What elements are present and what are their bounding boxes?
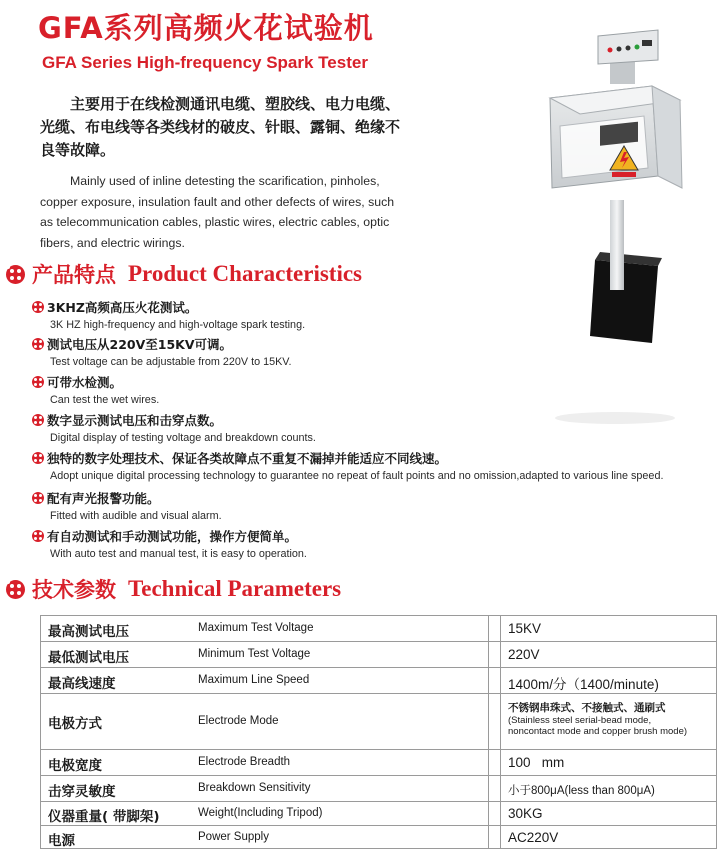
table-row bbox=[40, 801, 717, 825]
list-item bbox=[32, 372, 159, 406]
bullet-icon bbox=[32, 414, 44, 426]
table-row bbox=[40, 825, 717, 849]
feature-cn: 可带水检测。 bbox=[47, 375, 123, 390]
feature-en: 3K HZ high-frequency and high-voltage spark testing. bbox=[50, 319, 306, 331]
intro-text-cn: 主要用于在线检测通讯电缆、塑胶线、电力电缆、光缆、布电线等各类线材的破皮、针眼、露铜、绝缘不良等故障。 bbox=[40, 95, 401, 159]
feature-cn: 配有声光报警功能。 bbox=[47, 491, 160, 506]
list-item bbox=[32, 297, 305, 331]
bullet-icon bbox=[32, 376, 44, 388]
param-value-cn: 不锈钢串珠式、不接触式、通刷式 bbox=[508, 702, 666, 714]
param-name-en: Maximum Test Voltage bbox=[198, 622, 314, 634]
param-name-cn: 最高线速度 bbox=[48, 676, 116, 692]
feature-en: With auto test and manual test, it is easy to operation. bbox=[50, 548, 307, 560]
page-title-cn: GFA系列高频火花试验机 bbox=[38, 11, 374, 45]
feature-cn: 测试电压从220V至15KV可调。 bbox=[47, 337, 233, 352]
feature-en: Adopt unique digital processing technology to guarantee no repeat of fault points and no omission,adapted to various line speed. bbox=[50, 470, 664, 482]
table-row bbox=[40, 775, 717, 801]
param-value: 小于800μA(less than 800μA) bbox=[508, 785, 655, 797]
page-title-en: GFA Series High-frequency Spark Tester bbox=[42, 53, 368, 72]
param-value-en: noncontact mode and copper brush mode) bbox=[508, 726, 688, 737]
electrode-block bbox=[600, 122, 638, 146]
list-item bbox=[32, 448, 663, 482]
bullet-icon bbox=[32, 338, 44, 350]
param-value-en: (Stainless steel serial-bead mode, bbox=[508, 715, 652, 726]
parameters-heading-cn: 技术参数 bbox=[32, 578, 116, 602]
param-name-en: Breakdown Sensitivity bbox=[198, 782, 311, 794]
bullet-icon bbox=[6, 265, 25, 284]
param-value bbox=[508, 699, 687, 737]
bullet-icon bbox=[32, 301, 44, 313]
feature-en: Test voltage can be adjustable from 220V to 15KV. bbox=[50, 356, 292, 368]
param-name-cn: 击穿灵敏度 bbox=[48, 784, 116, 800]
intro-text-en: Mainly used of inline detesting the scarification, pinholes, copper exposure, insulation fault and other defects of wires, such as telecommunication cables, plastic wires, electric cables, optic fibers, and electric wirings. bbox=[40, 174, 395, 250]
param-name-en: Maximum Line Speed bbox=[198, 674, 310, 686]
spark-tester-illustration bbox=[540, 28, 710, 428]
list-item bbox=[32, 410, 316, 444]
table-row bbox=[40, 667, 717, 693]
feature-en: Fitted with audible and visual alarm. bbox=[50, 510, 222, 522]
param-name-cn: 电源 bbox=[48, 833, 75, 849]
param-value: 220V bbox=[508, 647, 540, 662]
param-value: 15KV bbox=[508, 621, 542, 636]
table-row bbox=[40, 641, 717, 667]
param-value: 100 mm bbox=[508, 755, 565, 770]
table-row bbox=[40, 615, 717, 641]
param-name-cn: 最高测试电压 bbox=[48, 624, 129, 640]
feature-en: Can test the wet wires. bbox=[50, 394, 160, 406]
characteristics-heading bbox=[6, 259, 362, 289]
param-name-cn: 电极宽度 bbox=[48, 758, 102, 774]
param-name-en: Minimum Test Voltage bbox=[198, 648, 311, 660]
param-value: 30KG bbox=[508, 806, 543, 821]
param-name-en: Weight(Including Tripod) bbox=[198, 807, 323, 819]
param-name-cn: 最低测试电压 bbox=[48, 650, 129, 666]
parameters-heading-en: Technical Parameters bbox=[128, 576, 342, 601]
param-value: 1400m/分（1400/minute) bbox=[508, 677, 659, 692]
param-name-cn: 电极方式 bbox=[48, 716, 102, 732]
param-name-en: Electrode Breadth bbox=[198, 756, 291, 768]
feature-cn: 独特的数字处理技术、保证各类故障点不重复不漏掉并能适应不同线速。 bbox=[47, 451, 448, 466]
feature-cn: 有自动测试和手动测试功能，操作方便简单。 bbox=[47, 529, 298, 544]
floor-shadow bbox=[555, 412, 675, 424]
param-value: AC220V bbox=[508, 830, 559, 845]
characteristics-heading-cn: 产品特点 bbox=[32, 263, 116, 287]
table-row bbox=[40, 749, 717, 775]
bullet-icon bbox=[6, 580, 25, 599]
parameters-heading bbox=[6, 574, 341, 604]
list-item bbox=[32, 488, 222, 522]
param-name-cn: 仪器重量( 带脚架) bbox=[48, 809, 160, 825]
table-row bbox=[40, 693, 717, 749]
bullet-icon bbox=[32, 492, 44, 504]
tester-pole bbox=[610, 200, 624, 290]
feature-en: Digital display of testing voltage and breakdown counts. bbox=[50, 432, 316, 444]
list-item bbox=[32, 526, 307, 560]
bullet-icon bbox=[32, 530, 44, 542]
characteristics-heading-en: Product Characteristics bbox=[128, 261, 362, 286]
feature-cn: 3KHZ高频高压火花测试。 bbox=[47, 300, 198, 315]
param-name-en: Electrode Mode bbox=[198, 715, 279, 727]
bullet-icon bbox=[32, 452, 44, 464]
param-name-en: Power Supply bbox=[198, 831, 269, 843]
list-item bbox=[32, 334, 292, 368]
feature-cn: 数字显示测试电压和击穿点数。 bbox=[47, 413, 223, 428]
